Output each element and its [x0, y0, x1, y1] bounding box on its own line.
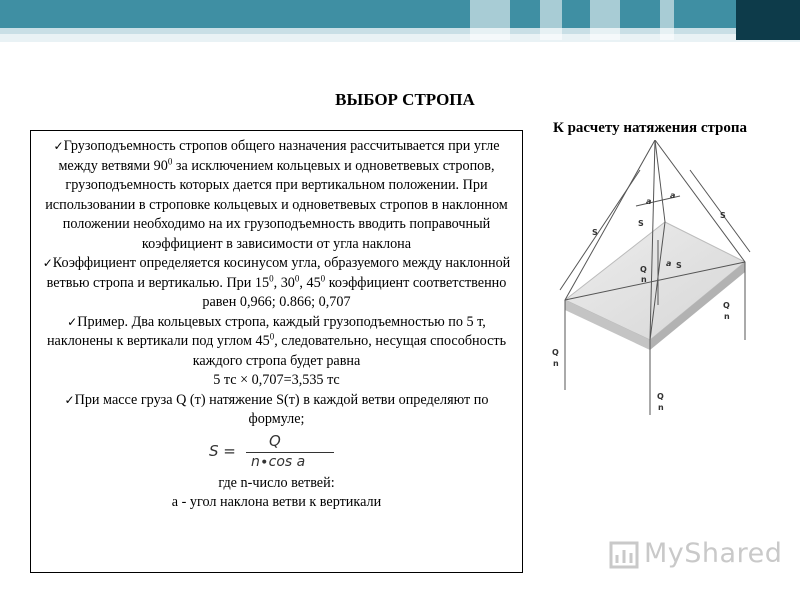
label-s-inner-left: S — [638, 219, 644, 228]
label-s-inner-right: S — [676, 261, 682, 270]
tension-formula — [39, 432, 514, 472]
example-calculation: 5 тс × 0,707=3,535 тс — [213, 372, 340, 388]
label-q-left: Q — [552, 348, 559, 357]
paragraph-1: ✓Грузоподъемность стропов общего назначения рассчитывается при угле между ветвями $90^0$ за исключением кольцевых и одноветвевых стропов, грузоподъемность которых дается при вертикальном положении. При использовании в строповке кольцевых и одноветвевых стропов в наклонном положении необходимо на их грузоподъемность вводить поправочный коэффициент в зависимости от угла наклона — [45, 138, 508, 252]
checkmark-icon: ✓ — [53, 139, 64, 153]
slide-title: ВЫБОР СТРОПА — [335, 90, 475, 109]
note-branches: где n-число ветвей: — [218, 474, 335, 491]
note-angle: a - угол наклона ветви к вертикали — [171, 494, 382, 510]
paragraph-3: ✓Пример. Два кольцевых стропа, каждый грузоподъемностью по 5 т, наклонены к вертикали под углом $45^0$, следовательно, несущая способность каждого стропа будет равна — [46, 313, 507, 369]
label-n-bottom: n — [658, 403, 664, 412]
label-s-left: S — [592, 228, 598, 237]
label-q-bottom: Q — [657, 392, 664, 401]
label-n-center: n — [641, 275, 647, 284]
sling-tension-diagram — [540, 140, 800, 420]
formula-numerator: Q — [269, 431, 281, 450]
paragraph-2: ✓Коэффициент определяется косинусом угла, образуемого между наклонной ветвью стропа и вертикалью. При $15^0$, $30^0$, $45^0$ коэффициент соответственно равен 0,966; 0.866; 0,707 — [42, 255, 511, 310]
checkmark-icon: ✓ — [67, 314, 78, 329]
watermark-text: MyShared — [644, 538, 783, 569]
figure-caption: К расчету натяжения стропа — [552, 120, 748, 136]
top-decorative-bar — [0, 0, 800, 42]
checkmark-icon: ✓ — [42, 256, 53, 270]
label-n-left: n — [553, 359, 559, 368]
label-a-3: a — [666, 259, 672, 268]
text-box — [30, 130, 523, 573]
label-q-center: Q — [640, 265, 647, 274]
label-s-right: S — [720, 211, 726, 220]
label-n-right: n — [724, 312, 730, 321]
label-q-right: Q — [723, 301, 730, 310]
formula-lhs: S = — [209, 441, 236, 460]
label-a-1: a — [646, 197, 652, 206]
formula-denominator: n∙cos a — [251, 453, 306, 470]
label-a-2: a — [670, 191, 676, 200]
paragraph-4: ✓При массе груза Q (т) натяжение S(т) в каждой ветви определяют по формуле; — [64, 391, 489, 427]
checkmark-icon: ✓ — [64, 392, 75, 407]
